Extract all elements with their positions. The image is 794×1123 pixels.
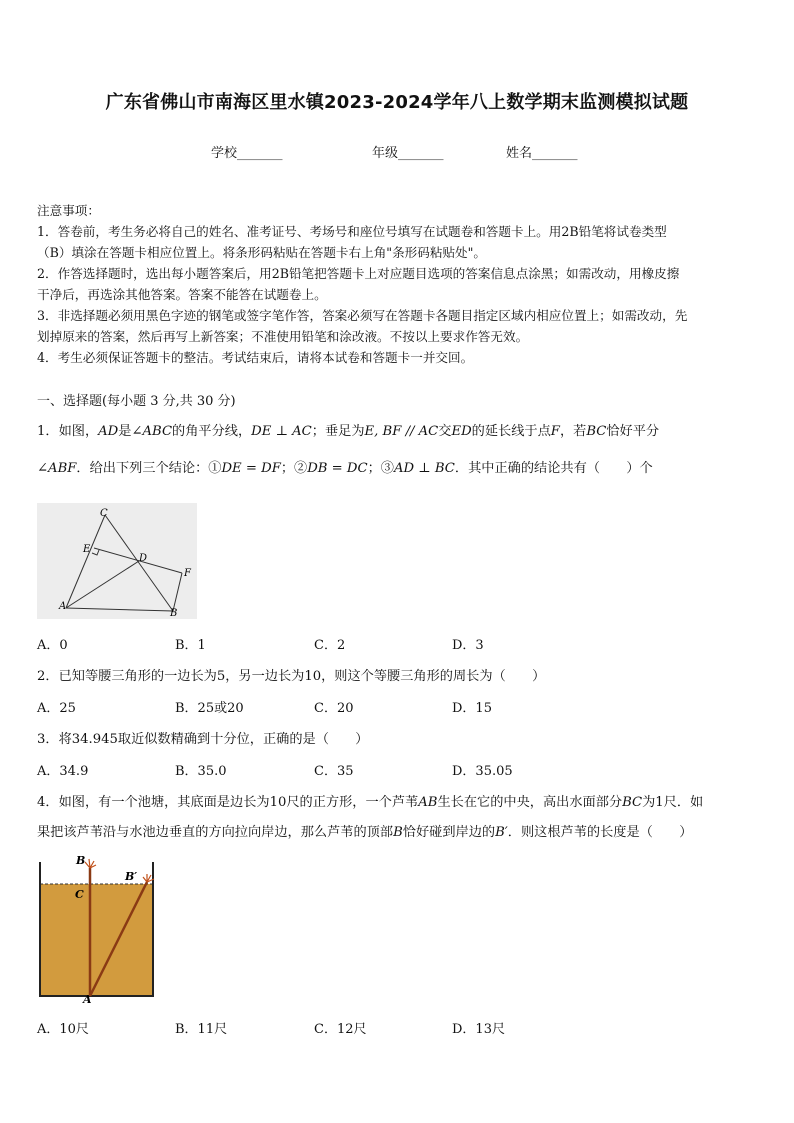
question-1-line-2: ∠ABF．给出下列三个结论：①DE = DF；②DB = DC；③AD ⊥ BC．其中正确的结论共有（ ）个 bbox=[37, 461, 653, 476]
question-3-text: 3．将34.945取近似数精确到十分位，正确的是（ ） bbox=[37, 732, 369, 747]
reed-tip-upright-icon bbox=[85, 859, 96, 868]
point-c-label: C bbox=[75, 888, 84, 901]
question-4-option-b: B．11尺 bbox=[175, 1022, 228, 1037]
school-field: 学校_______ bbox=[211, 146, 283, 161]
point-d-label: D bbox=[139, 553, 148, 564]
notice-heading: 注意事项： bbox=[37, 203, 100, 218]
question-2-text: 2．已知等腰三角形的一边长为5，另一边长为10，则这个等腰三角形的周长为（ ） bbox=[37, 669, 546, 684]
question-4-line-1: 4．如图，有一个池塘，其底面是边长为10尺的正方形，一个芦苇AB生长在它的中央，高出水面部分BC为1尺．如 bbox=[37, 795, 704, 810]
notice-section bbox=[37, 200, 759, 368]
question-4-line-2: 果把该芦苇沿与水池边垂直的方向拉向岸边，那么芦苇的顶部B恰好碰到岸边的B′．则这根芦苇的长度是（ ） bbox=[37, 825, 693, 840]
page-title: 广东省佛山市南海区里水镇2023-2024学年八上数学期末监测模拟试题 bbox=[105, 92, 689, 113]
notice-line: 干净后，再选涂其他答案。答案不能答在试题卷上。 bbox=[37, 287, 327, 302]
question-1-line-1: 1．如图，AD是∠ABC的角平分线，DE ⊥ AC；垂足为E, BF // AC交ED的延长线于点F，若BC恰好平分 bbox=[37, 424, 660, 439]
notice-line: 2．作答选择题时，选出每小题答案后，用2B铅笔把答题卡上对应题目选项的答案信息点涂黑；如需改动，用橡皮擦 bbox=[37, 266, 680, 281]
point-c-label: C bbox=[100, 508, 108, 519]
name-field: 姓名_______ bbox=[506, 146, 578, 161]
grade-field: 年级_______ bbox=[372, 146, 444, 161]
point-b-label: B bbox=[170, 608, 178, 619]
question-1-option-a: A．0 bbox=[37, 638, 68, 653]
question-4-option-c: C．12尺 bbox=[314, 1022, 367, 1037]
point-a-label: A bbox=[83, 993, 92, 1004]
point-e-label: E bbox=[83, 544, 91, 555]
question-3-option-c: C．35 bbox=[314, 764, 354, 779]
point-b-label: B bbox=[76, 854, 86, 867]
question-1-option-c: C．2 bbox=[314, 638, 346, 653]
question-2-option-a: A．25 bbox=[37, 701, 76, 716]
question-3-option-d: D．35.05 bbox=[452, 764, 513, 779]
question-3-option-a: A．34.9 bbox=[37, 764, 89, 779]
notice-line: （B）填涂在答题卡相应位置上。将条形码粘贴在答题卡右上角"条形码粘贴处"。 bbox=[37, 245, 487, 260]
question-4-figure bbox=[28, 852, 158, 1004]
notice-line: 1．答卷前，考生务必将自己的姓名、准考证号、考场号和座位号填写在试题卷和答题卡上。用2B铅笔将试卷类型 bbox=[37, 224, 667, 239]
question-2-option-b: B．25或20 bbox=[175, 701, 244, 716]
question-1-option-b: B．1 bbox=[175, 638, 206, 653]
question-1-option-d: D．3 bbox=[452, 638, 484, 653]
section-heading: 一、选择题(每小题 3 分,共 30 分) bbox=[37, 394, 236, 409]
question-1-figure bbox=[37, 503, 197, 619]
question-2-option-d: D．15 bbox=[452, 701, 492, 716]
question-4-option-a: A．10尺 bbox=[37, 1022, 89, 1037]
question-4-option-d: D．13尺 bbox=[452, 1022, 505, 1037]
notice-line: 4．考生必须保证答题卡的整洁。考试结束后，请将本试卷和答题卡一并交回。 bbox=[37, 350, 474, 365]
notice-line: 3．非选择题必须用黑色字迹的钢笔或签字笔作答，答案必须写在答题卡各题目指定区域内相应位置上；如需改动，先 bbox=[37, 308, 688, 323]
point-b-prime-label: B′ bbox=[125, 870, 138, 883]
point-a-label: A bbox=[59, 601, 67, 612]
pond-water bbox=[40, 884, 153, 996]
point-f-label: F bbox=[184, 568, 191, 579]
question-3-option-b: B．35.0 bbox=[175, 764, 227, 779]
notice-line: 划掉原来的答案，然后再写上新答案；不准使用铅笔和涂改液。不按以上要求作答无效。 bbox=[37, 329, 529, 344]
question-2-option-c: C．20 bbox=[314, 701, 354, 716]
